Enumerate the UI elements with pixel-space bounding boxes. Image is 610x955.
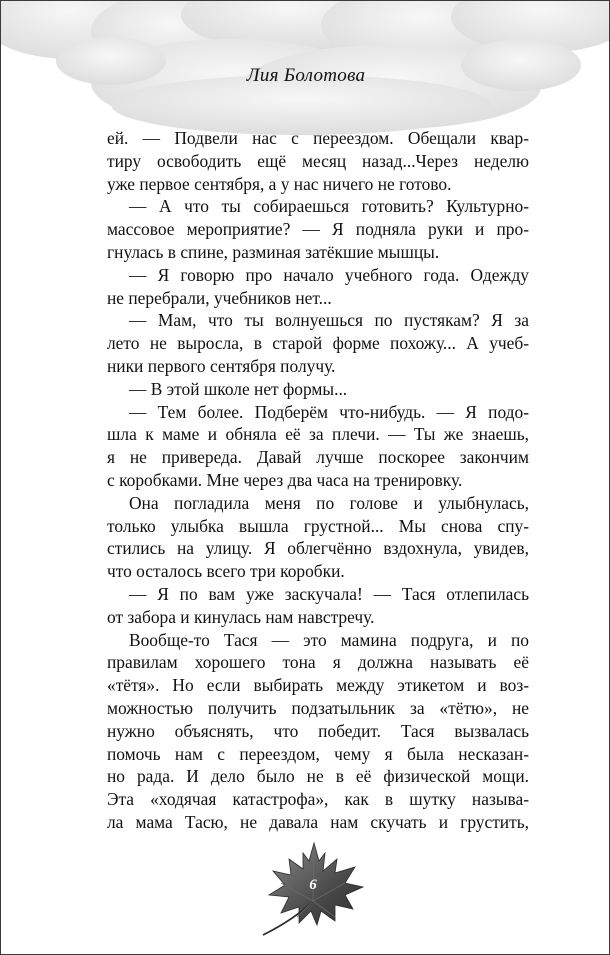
- text-line: я не привереда. Давай лучше поскорее закончим: [107, 447, 529, 468]
- text-line: — Тем более. Подберём что-нибудь. — Я подо-: [129, 401, 529, 422]
- text-line: не перебрали, учебников нет...: [107, 287, 332, 308]
- running-header-author: Лия Болотова: [246, 65, 366, 86]
- body-text: [107, 127, 529, 834]
- text-line: с коробками. Мне через два часа на тренировку.: [107, 469, 463, 490]
- text-line: правилам хорошего тона я должна называть её: [107, 652, 529, 673]
- text-line: — В этой школе нет формы...: [129, 378, 348, 399]
- text-line: гнулась в спине, разминая затёкшие мышцы.: [107, 241, 440, 262]
- text-line: тиру освободить ещё месяц назад...Через неделю: [107, 150, 529, 171]
- text-line: массовое мероприятие? — Я подняла руки и про-: [107, 219, 529, 240]
- text-line: ла мама Тасю, не давала нам скучать и грустить,: [107, 811, 529, 832]
- page-number: 6: [309, 877, 317, 893]
- text-line: помочь нам с переездом, чему я была несказан-: [107, 743, 529, 764]
- text-line: «тётя». Но если выбирать между этикетом и воз-: [107, 675, 529, 696]
- text-line: лето не выросла, в старой форме похожу... А учеб-: [107, 333, 529, 354]
- text-line: стились на улицу. Я облегчённо вздохнула, увидев,: [107, 538, 529, 559]
- text-line: можностью получить подзатыльник за «тётю», не: [107, 697, 529, 718]
- text-line: что осталось всего три коробки.: [107, 561, 345, 582]
- text-line: нужно объяснять, что победит. Тася вызвалась: [107, 720, 529, 741]
- text-line: — Я говорю про начало учебного года. Одежду: [129, 264, 529, 285]
- text-line: ей. — Подвели нас с переездом. Обещали квар-: [107, 128, 529, 148]
- text-line: от забора и кинулась нам навстречу.: [107, 606, 375, 627]
- text-line: — Мам, что ты волнуешься по пустякам? Я за: [129, 310, 529, 331]
- text-line: Она погладила меня по голове и улыбнулась,: [129, 492, 529, 513]
- text-line: но рада. И дело было не в её физической мощи.: [107, 766, 529, 787]
- text-line: уже первое сентября, а у нас ничего не готово.: [107, 173, 452, 194]
- text-line: — А что ты собираешься готовить? Культурно-: [129, 196, 529, 217]
- text-line: шла к маме и обняла её за плечи. — Ты же знаешь,: [107, 424, 529, 445]
- text-line: — Я по вам уже заскучала! — Тася отлепилась: [129, 583, 529, 604]
- text-line: Эта «ходячая катастрофа», как в шутку называ-: [107, 789, 529, 810]
- text-line: Вообще-то Тася — это мамина подруга, и по: [129, 629, 529, 650]
- text-line: ники первого сентября получу.: [107, 355, 336, 376]
- text-line: только улыбка вышла грустной... Мы снова спу-: [107, 515, 529, 536]
